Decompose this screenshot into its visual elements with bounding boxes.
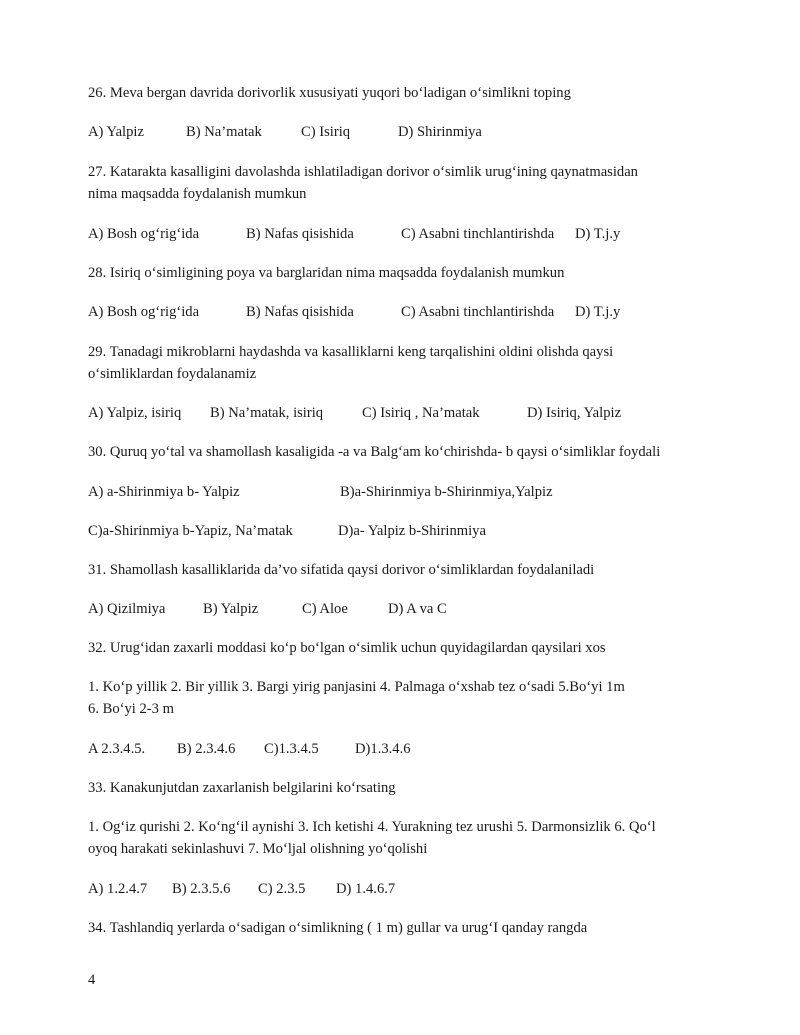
- question-30-option-b: B)a-Shirinmiya b-Shirinmiya,Yalpiz: [340, 484, 553, 500]
- question-31-text: 31. Shamollash kasalliklarida da’vo sifatida qaysi dorivor o‘simliklardan foydalaniladi: [88, 562, 595, 578]
- question-32-option-b: B) 2.3.4.6: [177, 741, 236, 757]
- question-32-text: 32. Urug‘idan zaxarli moddasi ko‘p bo‘lgan o‘simlik uchun quyidagilardan qaysilari xos: [88, 640, 606, 656]
- question-29-option-d: D) Isiriq, Yalpiz: [527, 405, 622, 421]
- question-26-option-a: A) Yalpiz: [88, 124, 144, 140]
- question-32-items-line-2: 6. Bo‘yi 2-3 m: [88, 701, 174, 717]
- question-33-option-c: C) 2.3.5: [258, 881, 306, 897]
- question-28-option-a: A) Bosh og‘rig‘ida: [88, 304, 200, 320]
- question-32-option-d: D)1.3.4.6: [355, 741, 411, 757]
- question-33-option-d: D) 1.4.6.7: [336, 881, 396, 897]
- question-32-option-c: C)1.3.4.5: [264, 741, 319, 757]
- question-34-text: 34. Tashlandiq yerlarda o‘sadigan o‘simlikning ( 1 m) gullar va urug‘I qanday rangda: [88, 920, 588, 936]
- question-29-option-a: A) Yalpiz, isiriq: [88, 405, 182, 421]
- question-32-items-line-1: 1. Ko‘p yillik 2. Bir yillik 3. Bargi yirig panjasini 4. Palmaga o‘xshab tez o‘sadi 5.Bo‘yi 1m: [88, 679, 625, 695]
- question-29-option-c: C) Isiriq , Na’matak: [362, 405, 480, 421]
- question-31-option-d: D) A va C: [388, 601, 447, 617]
- question-33-items-line-2: oyoq harakati sekinlashuvi 7. Mo‘ljal olishning yo‘qolishi: [88, 841, 428, 857]
- question-26-text: 26. Meva bergan davrida dorivorlik xususiyati yuqori bo‘ladigan o‘simlikni toping: [88, 85, 571, 101]
- question-27-option-a: A) Bosh og‘rig‘ida: [88, 226, 200, 242]
- question-26-option-b: B) Na’matak: [186, 124, 262, 140]
- question-26-option-c: C) Isiriq: [301, 124, 351, 140]
- question-27-option-c: C) Asabni tinchlantirishda: [401, 226, 555, 242]
- question-28-text: 28. Isiriq o‘simligining poya va barglaridan nima maqsadda foydalanish mumkun: [88, 265, 565, 281]
- question-33-option-b: B) 2.3.5.6: [172, 881, 231, 897]
- question-28-option-c: C) Asabni tinchlantirishda: [401, 304, 555, 320]
- question-31-option-a: A) Qizilmiya: [88, 601, 166, 617]
- question-29-option-b: B) Na’matak, isiriq: [210, 405, 324, 421]
- question-33-option-a: A) 1.2.4.7: [88, 881, 148, 897]
- question-30-option-a: A) a-Shirinmiya b- Yalpiz: [88, 484, 240, 500]
- question-32-option-a: A 2.3.4.5.: [88, 741, 146, 757]
- question-27-option-b: B) Nafas qisishida: [246, 226, 354, 242]
- question-30-text: 30. Quruq yo‘tal va shamollash kasaligida -a va Balg‘am ko‘chirishda- b qaysi o‘simliklar foydali: [88, 444, 661, 460]
- question-28-option-d: D) T.j.y: [575, 304, 621, 320]
- question-29-text-line-1: 29. Tanadagi mikroblarni haydashda va kasalliklarni keng tarqalishini oldini olishda qaysi: [88, 344, 614, 360]
- question-27-text-line-1: 27. Katarakta kasalligini davolashda ishlatiladigan dorivor o‘simlik urug‘ining qaynatmasidan: [88, 164, 638, 180]
- question-29-text-line-2: o‘simliklardan foydalanamiz: [88, 366, 257, 382]
- question-30-option-d: D)a- Yalpiz b-Shirinmiya: [338, 523, 486, 539]
- question-31-option-c: C) Aloe: [302, 601, 348, 617]
- question-27-text-line-2: nima maqsadda foydalanish mumkun: [88, 186, 307, 202]
- question-33-items-line-1: 1. Og‘iz qurishi 2. Ko‘ng‘il aynishi 3. Ich ketishi 4. Yurakning tez urushi 5. Darmonsizlik 6. Qo‘l: [88, 819, 656, 835]
- question-30-option-c: C)a-Shirinmiya b-Yapiz, Na’matak: [88, 523, 293, 539]
- question-27-option-d: D) T.j.y: [575, 226, 621, 242]
- page-number: 4: [88, 972, 96, 988]
- question-28-option-b: B) Nafas qisishida: [246, 304, 354, 320]
- question-31-option-b: B) Yalpiz: [203, 601, 259, 617]
- question-26-option-d: D) Shirinmiya: [398, 124, 482, 140]
- question-33-text: 33. Kanakunjutdan zaxarlanish belgilarini ko‘rsating: [88, 780, 396, 796]
